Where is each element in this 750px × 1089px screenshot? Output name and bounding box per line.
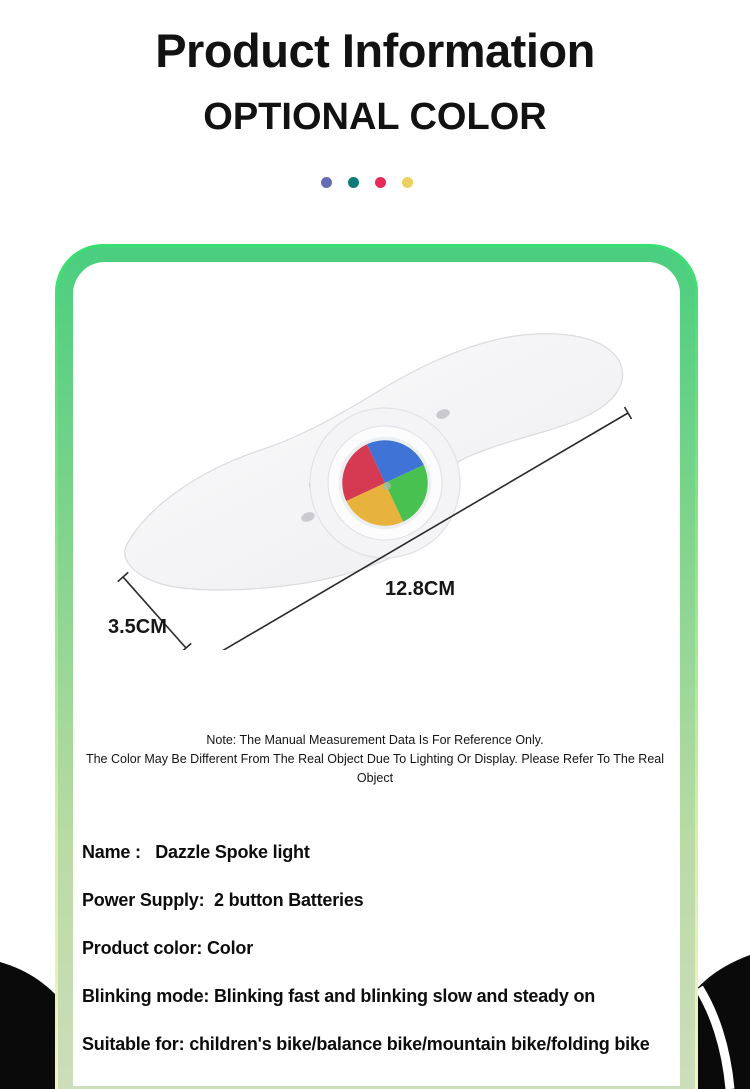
width-dimension-label: 3.5CM bbox=[108, 616, 167, 638]
spec-row-name: Name : Dazzle Spoke light bbox=[82, 842, 310, 862]
note-line-2: The Color May Be Different From The Real Object Due To Lighting Or Display. Please Refer To The Real Object bbox=[85, 752, 665, 785]
product-image bbox=[60, 318, 660, 650]
measurement-note bbox=[72, 731, 678, 788]
page-title: Product Information bbox=[155, 24, 595, 77]
spec-row-suitable-for: Suitable for: children's bike/balance bike/mountain bike/folding bike bbox=[82, 1034, 650, 1054]
spec-row-power-supply: Power Supply: 2 button Batteries bbox=[82, 890, 364, 910]
spec-row-blinking-mode: Blinking mode: Blinking fast and blinking slow and steady on bbox=[82, 986, 596, 1006]
length-dimension-label: 12.8CM bbox=[385, 578, 456, 600]
page-subtitle: OPTIONAL COLOR bbox=[203, 96, 547, 138]
disc-center-dot bbox=[383, 482, 391, 490]
spec-row-product-color: Product color: Color bbox=[82, 938, 253, 958]
spec-list bbox=[82, 842, 650, 1082]
note-line-1: Note: The Manual Measurement Data Is For Reference Only. bbox=[206, 733, 544, 747]
